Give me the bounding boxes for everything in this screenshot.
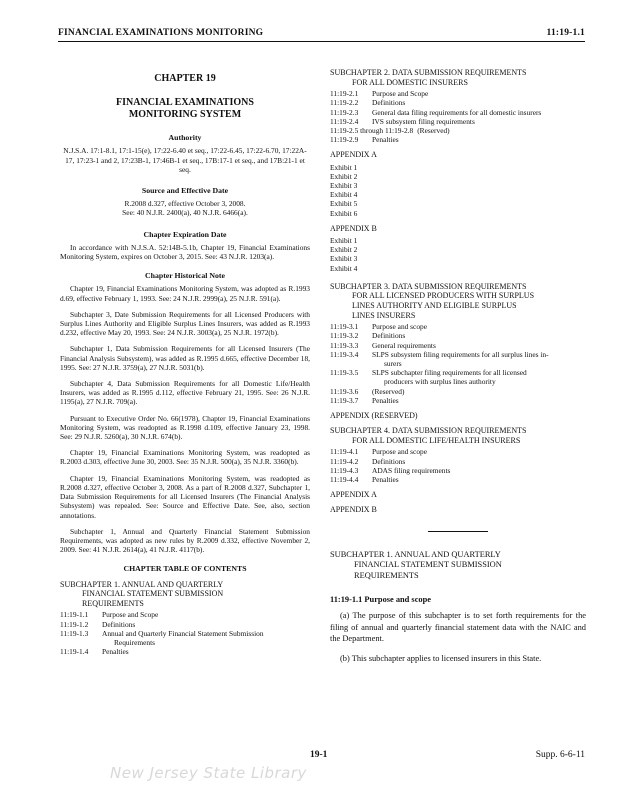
toc-entry-number: 11:19-3.4 (330, 349, 359, 359)
toc-entry (330, 108, 586, 117)
subchapter-4-appendix-b: APPENDIX B (330, 505, 377, 515)
toc-entry-number: 11:19-3.3 (330, 340, 359, 350)
history-paragraph: Chapter 19, Financial Examinations Monitoring System, was readopted as R.2008 d.327, effective October 3, 2008. As a part of R.2008 d.327, Subchapter 1, Data Submission Requirements for all Licensed Insurers (The Financial Analysis Subsystem) was repealed. See: Source and Effective Date. See, also, section annotations. (60, 473, 310, 520)
exhibit-item: Exhibit 3 (330, 254, 358, 264)
toc-entry-number: 11:19-2.3 (330, 107, 359, 117)
toc-entry-number: 11:19-4.4 (330, 475, 359, 485)
toc-entry-number: 11:19-4.2 (330, 456, 359, 466)
toc-entry-title: Annual and Quarterly Financial Statement Submission Requirements (102, 628, 264, 647)
toc-entry-title: Definitions (372, 98, 406, 108)
history-paragraph: Subchapter 3, Date Submission Requirements for all Licensed Producers with Surplus Lines Authority and Eligible Surplus Lines Insurers, was added as R.1993 d.232, effective May 20, 1993. See: 24 N.J.R. 3003(a), 25 N.J.R. 1972(b). (60, 309, 310, 338)
chapter-number: CHAPTER 19 (154, 73, 216, 84)
appendix-b-exhibits (330, 236, 586, 273)
expiration-heading: Chapter Expiration Date (143, 229, 227, 239)
toc-entry-number: 11:19-3.1 (330, 322, 359, 332)
exhibit-item: Exhibit 4 (330, 190, 358, 200)
toc-entry-number: 11:19-2.2 (330, 98, 359, 108)
toc-entry-number: 11:19-3.2 (330, 331, 359, 341)
toc-subchapter-4: SUBCHAPTER 4. DATA SUBMISSION REQUIREMENTS FOR ALL DOMESTIC LIFE/HEALTH INSURERS (330, 426, 527, 445)
paragraph-a: (a) The purpose of this subchapter is to set forth requirements for the filing of annual and quarterly financial statement data with the NAIC and the Department. (330, 611, 586, 644)
header-title: FINANCIAL EXAMINATIONS MONITORING (58, 28, 264, 38)
toc-entry-title: Purpose and Scope (102, 610, 159, 620)
toc-entry-number: 11:19-3.5 (330, 368, 359, 378)
appendix-a-heading: APPENDIX A (330, 150, 377, 160)
toc-entry (330, 368, 586, 386)
toc-entry-number: 11:19-1.3 (60, 628, 89, 638)
toc-entry-number: 11:19-1.2 (60, 619, 89, 629)
toc-entry-number: 11:19-1.1 (60, 610, 89, 620)
history-paragraph: Subchapter 4, Data Submission Requirements for all Domestic Life/Health Insurers, was added as R.1995 d.112, effective February 21, 1995. See: 26 N.J.R. 1195(a), 27 N.J.R. 709(a). (60, 379, 310, 407)
history-paragraph: Chapter 19, Financial Examinations Monitoring System, was readopted as R.2003 d.303, effective June 30, 2003. See: 35 N.J.R. 500(a), 35 N.J.R. 3360(b). (60, 448, 310, 467)
toc-entry-number: 11:19-4.1 (330, 447, 359, 457)
toc-entry (330, 117, 586, 126)
toc-entry-title: ADAS filing requirements (372, 465, 451, 475)
subchapter-4-appendix-a: APPENDIX A (330, 490, 377, 500)
toc-entry (60, 610, 310, 619)
page-number: 19-1 (310, 750, 328, 760)
toc-heading: CHAPTER TABLE OF CONTENTS (123, 564, 247, 574)
supplement-date: Supp. 6-6-11 (535, 750, 585, 760)
toc-entry-number: 11:19-2.5 through 11:19-2.8 (330, 126, 414, 135)
toc-entry (330, 98, 586, 107)
toc-entry-title: SLPS subsystem filing requirements for all surplus lines in- surers (372, 349, 549, 369)
toc-subchapter-3: SUBCHAPTER 3. DATA SUBMISSION REQUIREMENTS FOR ALL LICENSED PRODUCERS WITH SURPLUS LINES AUTHORITY AND ELIGIBLE SURPLUS LINES INSURERS (330, 281, 535, 320)
header-citation: 11:19-1.1 (546, 28, 585, 38)
toc-subchapter-1-list (60, 610, 310, 656)
toc-subchapter-4-list (330, 447, 586, 484)
toc-entry-number: 11:19-2.4 (330, 116, 359, 126)
toc-entry-title: Purpose and Scope (372, 89, 429, 99)
appendix-b-heading: APPENDIX B (330, 223, 377, 233)
toc-entry (330, 331, 586, 340)
toc-entry-title: IVS subsystem filing requirements (372, 116, 475, 126)
toc-entry-title: SLPS subchapter filing requirements for all licensed producers with surplus lines authority (372, 368, 527, 387)
toc-entry-title: Penalties (372, 395, 399, 405)
toc-entry-title: Purpose and scope (372, 447, 428, 457)
appendix-a-exhibits (330, 163, 586, 218)
history-paragraph: Subchapter 1, Data Submission Requirements for all Licensed Insurers (The Financial Analysis Subsystem), was added as R.1995 d.665, effective December 18, 1995. See: 27 N.J.R. 3759(a), 27 N.J.R. 5031(b). (60, 344, 310, 372)
left-column (60, 68, 310, 656)
toc-subchapter-3-list (330, 322, 586, 405)
exhibit-item: Exhibit 4 (330, 263, 358, 273)
toc-entry (330, 447, 586, 456)
toc-entry-title: General data filing requirements for all domestic insurers (372, 107, 542, 117)
toc-entry-number: 11:19-4.3 (330, 465, 359, 475)
toc-entry-title: (Reserved) (417, 126, 450, 135)
toc-entry (330, 475, 586, 484)
toc-subchapter-2-list (330, 89, 586, 144)
exhibit-item: Exhibit 2 (330, 245, 358, 255)
toc-entry (330, 89, 586, 98)
toc-subchapter-2: SUBCHAPTER 2. DATA SUBMISSION REQUIREMENTS FOR ALL DOMESTIC INSURERS (330, 68, 527, 87)
toc-entry-title: Penalties (372, 135, 399, 145)
toc-entry (330, 135, 586, 144)
right-column (330, 68, 586, 672)
toc-entry (330, 466, 586, 475)
exhibit-item: Exhibit 1 (330, 236, 358, 246)
subchapter-1-heading: SUBCHAPTER 1. ANNUAL AND QUARTERLY FINANCIAL STATEMENT SUBMISSION REQUIREMENTS (330, 549, 502, 580)
toc-entry-title: Penalties (102, 647, 129, 657)
toc-entry-title: General requirements (372, 340, 436, 350)
header-rule (58, 41, 585, 42)
paragraph-b: (b) This subchapter applies to licensed insurers in this State. (340, 653, 542, 663)
source-text: R.2008 d.327, effective October 3, 2008. See: 40 N.J.R. 2400(a), 40 N.J.R. 6466(a). (122, 199, 248, 218)
toc-entry (330, 350, 586, 368)
exhibit-item: Exhibit 3 (330, 181, 358, 191)
toc-entry-title: (Reserved) (372, 386, 405, 396)
toc-entry-number: 11:19-2.1 (330, 89, 359, 99)
history-notes (60, 284, 310, 554)
appendix-reserved: APPENDIX (RESERVED) (330, 411, 418, 421)
library-watermark: New Jersey State Library (110, 764, 307, 782)
authority-text: N.J.S.A. 17:1-8.1, 17:1-15(e), 17:22-6.40 et seq., 17:22-6.45, 17:22-6.70, 17:22A-17, 17:23-1 and 2, 17:23B-1, 17:46B-1 et seq., 17B:17-1 et seq., and 17B:21-1 et seq. (63, 146, 307, 174)
toc-entry (330, 126, 586, 135)
toc-entry-number: 11:19-3.7 (330, 395, 359, 405)
history-paragraph: Chapter 19, Financial Examinations Monitoring System, was adopted as R.1993 d.69, effective February 1, 1993. See: 24 N.J.R. 2999(a), 25 N.J.R. 591(a). (60, 284, 310, 303)
running-header (58, 28, 585, 38)
section-divider (428, 531, 488, 532)
toc-entry-title: Penalties (372, 475, 399, 485)
authority-heading: Authority (168, 133, 202, 143)
history-paragraph: Subchapter 1, Annual and Quarterly Financial Statement Submission Requirements, was adopted as new rules by R.2009 d.332, effective November 2, 2009. See: 41 N.J.R. 2614(a), 41 N.J.R. 4117(b). (60, 526, 310, 555)
toc-entry (330, 322, 586, 331)
history-paragraph: Pursuant to Executive Order No. 66(1978), Chapter 19, Financial Examinations Monitoring System, was readopted as R.1998 d.109, effective January 23, 1998. See: 29 N.J.R. 5260(a), 30 N.J.R. 674(b). (60, 413, 310, 442)
toc-entry-title: Definitions (372, 456, 406, 466)
toc-entry-title: Definitions (372, 331, 406, 341)
expiration-text: In accordance with N.J.S.A. 52:14B-5.1b, Chapter 19, Financial Examinations Monitoring System, expires on October 3, 2015. See: 43 N.J.R. 1203(a). (60, 242, 310, 262)
toc-entry (60, 647, 310, 656)
toc-entry (330, 396, 586, 405)
chapter-title: FINANCIAL EXAMINATIONS MONITORING SYSTEM (116, 97, 254, 121)
history-heading: Chapter Historical Note (145, 271, 225, 281)
toc-entry-number: 11:19-1.4 (60, 647, 89, 657)
toc-entry (330, 457, 586, 466)
source-heading: Source and Effective Date (141, 186, 229, 196)
toc-entry (330, 341, 586, 350)
toc-entry-number: 11:19-2.9 (330, 135, 359, 145)
toc-entry-title: Purpose and scope (372, 322, 428, 332)
toc-entry-title: Definitions (102, 619, 136, 629)
toc-entry-number: 11:19-3.6 (330, 386, 359, 396)
section-heading: 11:19-1.1 Purpose and scope (330, 595, 431, 605)
toc-entry (60, 629, 310, 647)
toc-entry (60, 620, 310, 629)
exhibit-item: Exhibit 1 (330, 162, 358, 172)
toc-entry (330, 387, 586, 396)
toc-subchapter-1: SUBCHAPTER 1. ANNUAL AND QUARTERLY FINANCIAL STATEMENT SUBMISSION REQUIREMENTS (60, 579, 224, 608)
exhibit-item: Exhibit 2 (330, 171, 358, 181)
exhibit-item: Exhibit 6 (330, 208, 358, 218)
exhibit-item: Exhibit 5 (330, 199, 358, 209)
